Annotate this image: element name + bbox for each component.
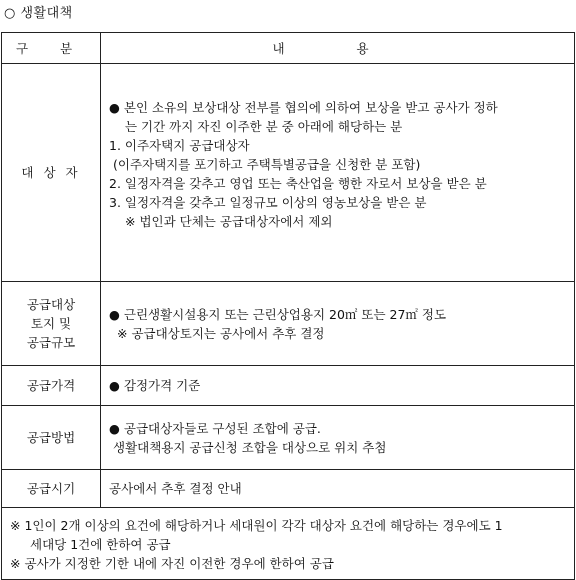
row-content-supply-land [101, 282, 575, 366]
table-notes [2, 508, 575, 580]
table-row-target [2, 64, 575, 282]
note-line: ※ 공사가 지정한 기한 내에 자진 이전한 경우에 한하여 공급 [10, 556, 334, 571]
table-row-supply-method [2, 406, 575, 470]
content-line: 1. 이주자택지 공급대상자 [109, 138, 250, 153]
table-header-row [2, 33, 575, 64]
content-line: 생활대책용지 공급신청 조합을 대상으로 위치 추첨 [113, 439, 387, 455]
row-content-target [101, 64, 575, 282]
label-line: 공급규모 [26, 335, 76, 350]
content-line: 3. 일정자격을 갖추고 일정규모 이상의 영농보상을 받은 분 [109, 195, 427, 210]
content-line: 는 기간 까지 자진 이주한 분 중 아래에 해당하는 분 [125, 119, 403, 134]
row-label-supply-price: 공급가격 [2, 366, 101, 406]
content-line: ● 감정가격 기준 [109, 378, 201, 393]
note-line: ※ 1인이 2개 이상의 요건에 해당하거나 세대원이 각각 대상자 요건에 해당하는 경우에도 1 [10, 518, 503, 533]
table-row-supply-land [2, 282, 575, 366]
section-heading: ○ 생활대책 [4, 6, 73, 21]
content-line: (이주자택지를 포기하고 주택특별공급을 신청한 분 포함) [113, 157, 421, 172]
row-content-supply-price [101, 366, 575, 406]
row-label-target: 대 상 자 [2, 64, 101, 282]
content-line: ● 본인 소유의 보상대상 전부를 협의에 의하여 보상을 받고 공사가 정하 [109, 100, 498, 115]
note-line: 세대당 1건에 한하여 공급 [30, 537, 171, 552]
row-label-supply-timing: 공급시기 [2, 470, 101, 508]
label-line: 토지 및 [30, 316, 72, 331]
row-content-supply-method [101, 406, 575, 470]
content-line: ※ 공급대상토지는 공사에서 추후 결정 [117, 325, 325, 341]
table-row-supply-timing [2, 470, 575, 508]
living-measures-table [1, 32, 575, 580]
table-row-supply-price [2, 366, 575, 406]
content-line: ● 공급대상자들로 구성된 조합에 공급. [109, 420, 321, 436]
header-content: 내 용 [101, 33, 575, 64]
row-label-supply-method: 공급방법 [2, 406, 101, 470]
row-content-supply-timing [101, 470, 575, 508]
header-category: 구 분 [2, 33, 101, 64]
table-row-notes [2, 508, 575, 580]
content-line: 공사에서 추후 결정 안내 [109, 481, 242, 496]
content-line: ● 근린생활시설용지 또는 근린상업용지 20㎡ 또는 27㎡ 정도 [109, 306, 447, 322]
row-label-supply-land [2, 282, 101, 366]
content-line: 2. 일정자격을 갖추고 영업 또는 축산업을 행한 자로서 보상을 받은 분 [109, 176, 487, 191]
content-line: ※ 법인과 단체는 공급대상자에서 제외 [125, 214, 333, 229]
label-line: 공급대상 [26, 297, 76, 312]
